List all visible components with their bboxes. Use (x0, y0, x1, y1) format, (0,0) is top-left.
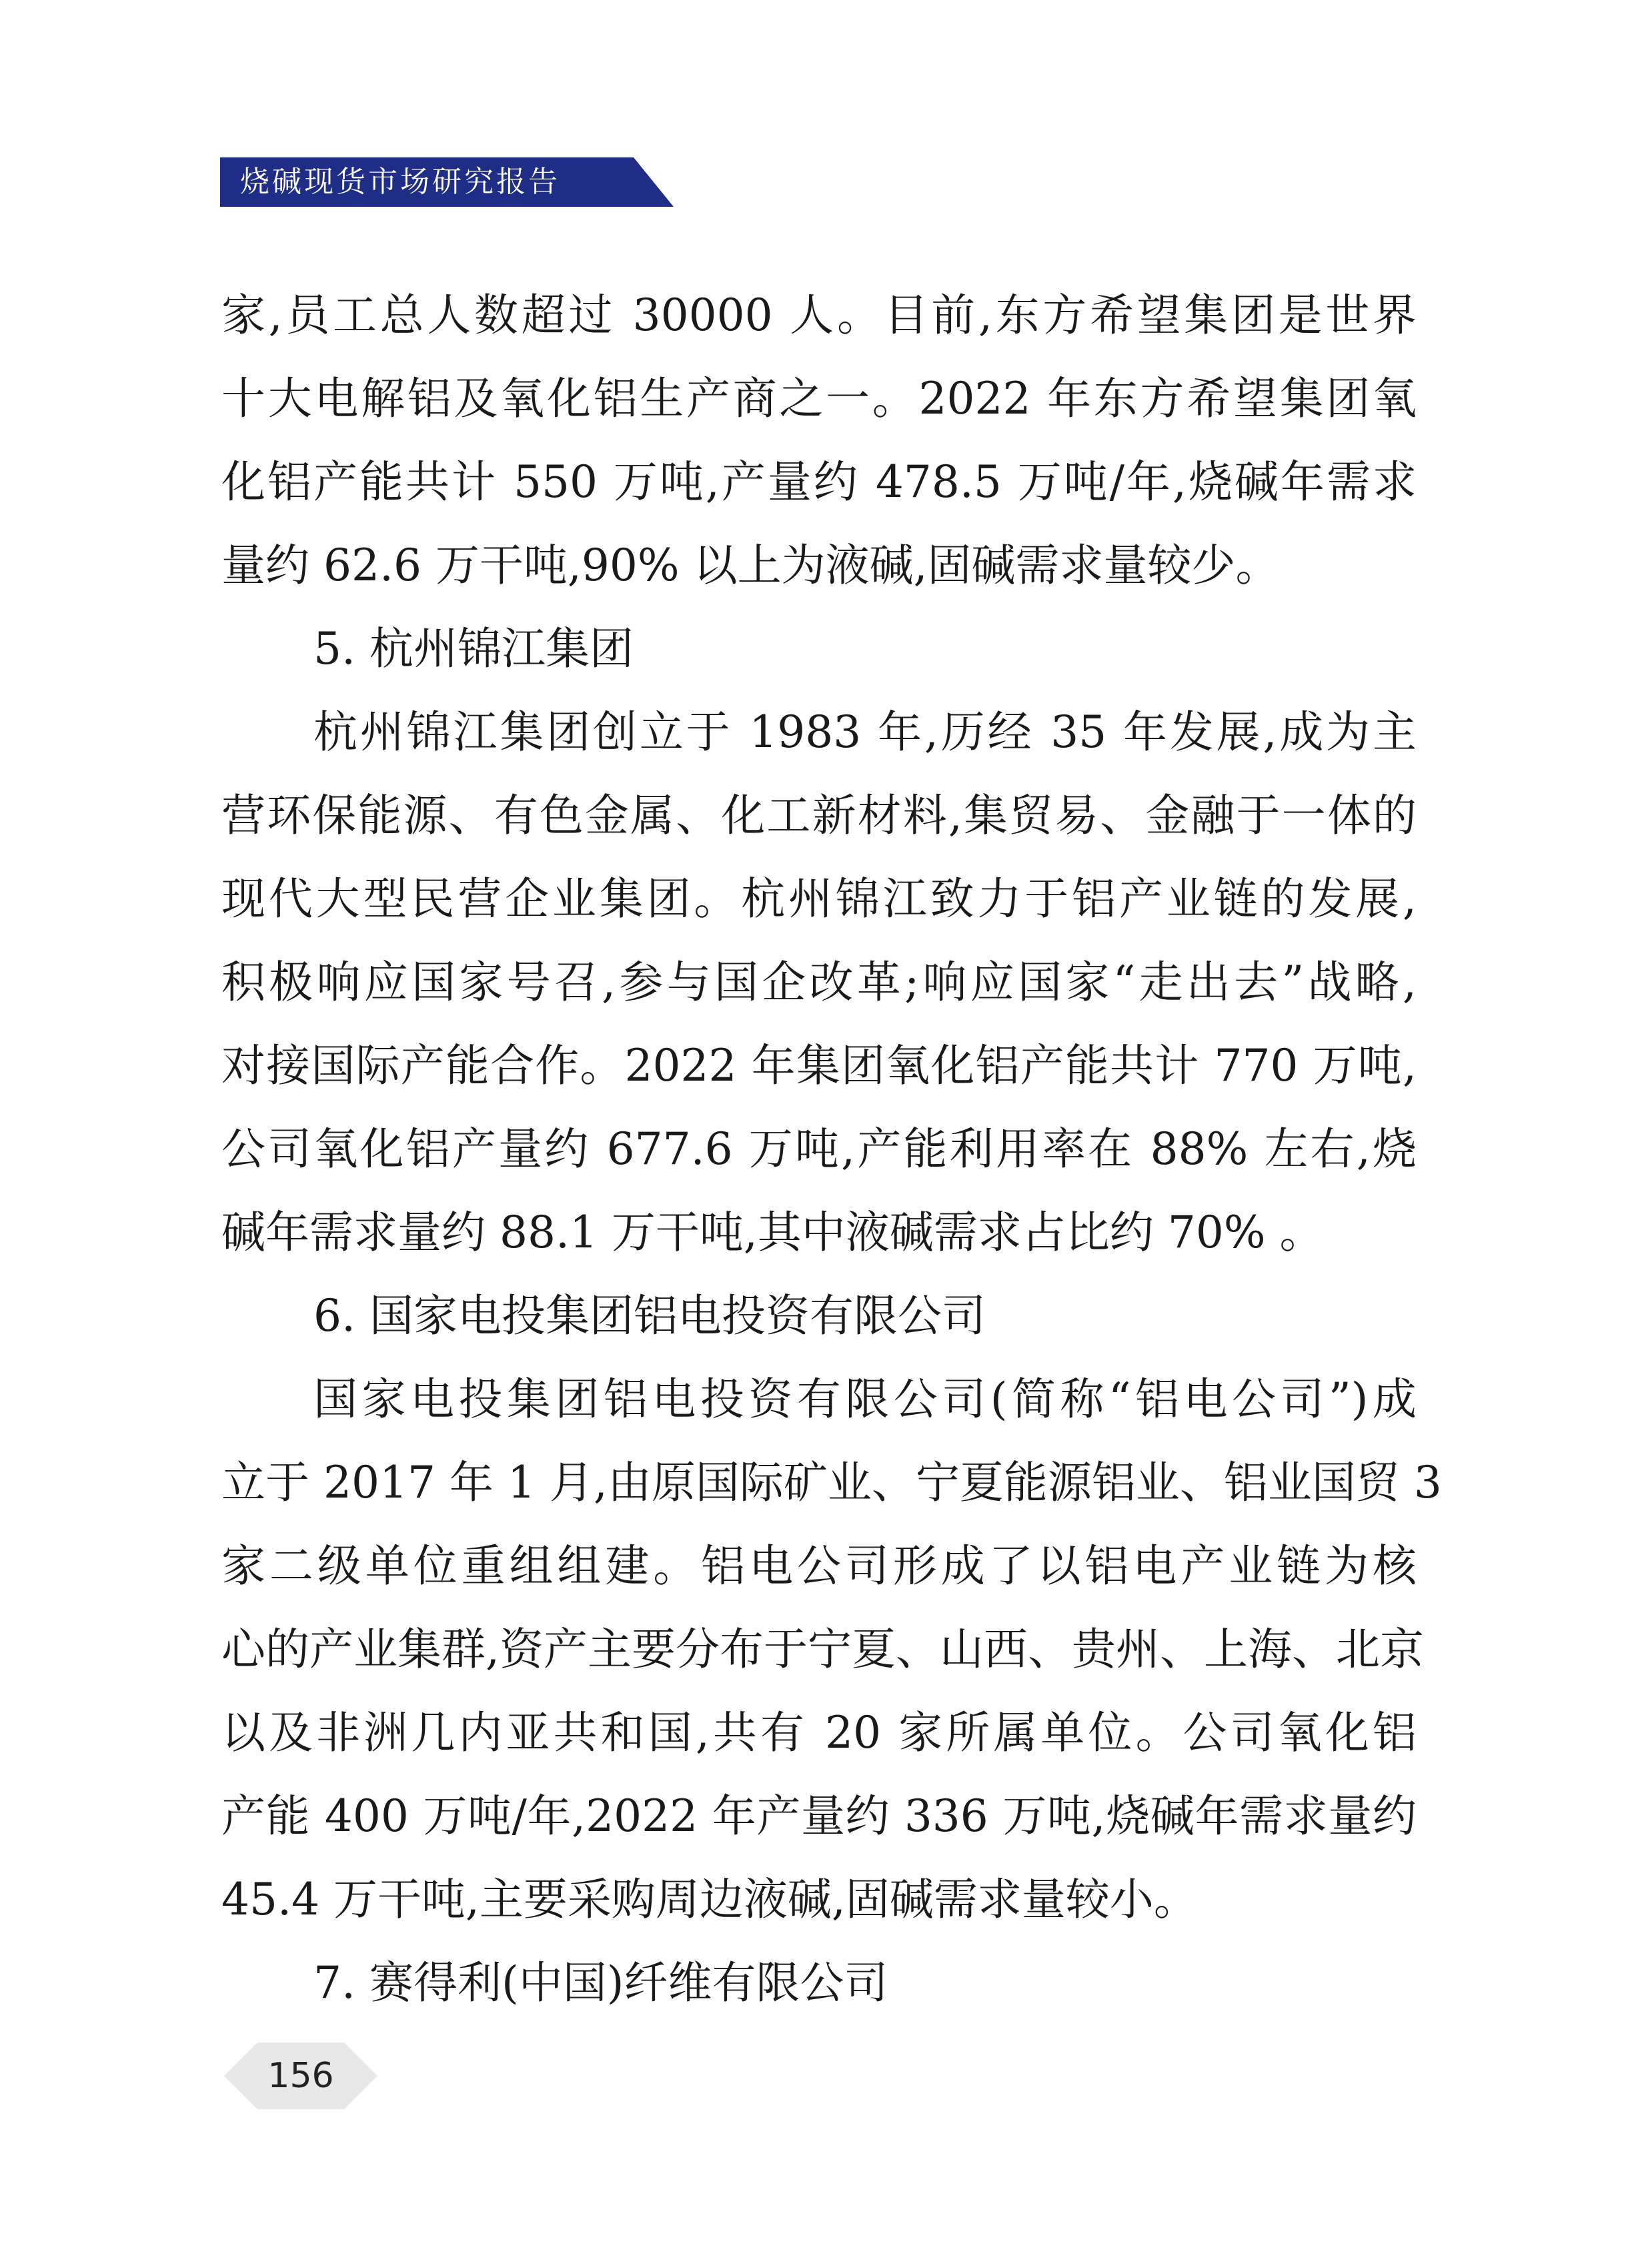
page-number: 156 (267, 2056, 334, 2096)
paragraph-line: 家二级单位重组组建。铝电公司形成了以铝电产业链为核 (221, 1540, 1417, 1592)
paragraph-line: 十大电解铝及氧化铝生产商之一。2022 年东方希望集团氧 (221, 373, 1417, 424)
paragraph-line: 碱年需求量约 88.1 万干吨,其中液碱需求占比约 70% 。 (221, 1207, 1324, 1258)
paragraph-line: 现代大型民营企业集团。杭州锦江致力于铝产业链的发展, (221, 873, 1417, 925)
running-header-title: 烧碱现货市场研究报告 (240, 165, 560, 199)
paragraph-line: 45.4 万干吨,主要采购周边液碱,固碱需求量较小。 (221, 1874, 1198, 1925)
paragraph-line: 立于 2017 年 1 月,由原国际矿业、宁夏能源铝业、铝业国贸 3 (221, 1457, 1442, 1508)
paragraph-line: 产能 400 万吨/年,2022 年产量约 336 万吨,烧碱年需求量约 (221, 1790, 1417, 1842)
section-heading: 5. 杭州锦江集团 (313, 623, 634, 674)
section-heading: 6. 国家电投集团铝电投资有限公司 (313, 1290, 986, 1341)
paragraph-line: 以及非洲几内亚共和国,共有 20 家所属单位。公司氧化铝 (221, 1707, 1417, 1758)
paragraph-line: 量约 62.6 万干吨,90% 以上为液碱,固碱需求量较少。 (221, 540, 1280, 591)
paragraph-line: 公司氧化铝产量约 677.6 万吨,产能利用率在 88% 左右,烧 (221, 1123, 1417, 1175)
paragraph-line: 杭州锦江集团创立于 1983 年,历经 35 年发展,成为主 (313, 706, 1417, 758)
paragraph-line: 营环保能源、有色金属、化工新材料,集贸易、金融于一体的 (221, 790, 1417, 841)
body-text (221, 273, 1442, 2025)
paragraph-line: 家,员工总人数超过 30000 人。目前,东方希望集团是世界 (221, 290, 1417, 341)
paragraph-line: 国家电投集团铝电投资有限公司(简称“铝电公司”)成 (313, 1373, 1417, 1425)
paragraph-line: 对接国际产能合作。2022 年集团氧化铝产能共计 770 万吨, (221, 1040, 1417, 1091)
paragraph-line: 化铝产能共计 550 万吨,产量约 478.5 万吨/年,烧碱年需求 (221, 456, 1417, 508)
paragraph-line: 积极响应国家号召,参与国企改革;响应国家“走出去”战略, (221, 957, 1417, 1008)
section-heading: 7. 赛得利(中国)纤维有限公司 (313, 1957, 888, 2009)
paragraph-line: 心的产业集群,资产主要分布于宁夏、山西、贵州、上海、北京 (221, 1624, 1424, 1675)
